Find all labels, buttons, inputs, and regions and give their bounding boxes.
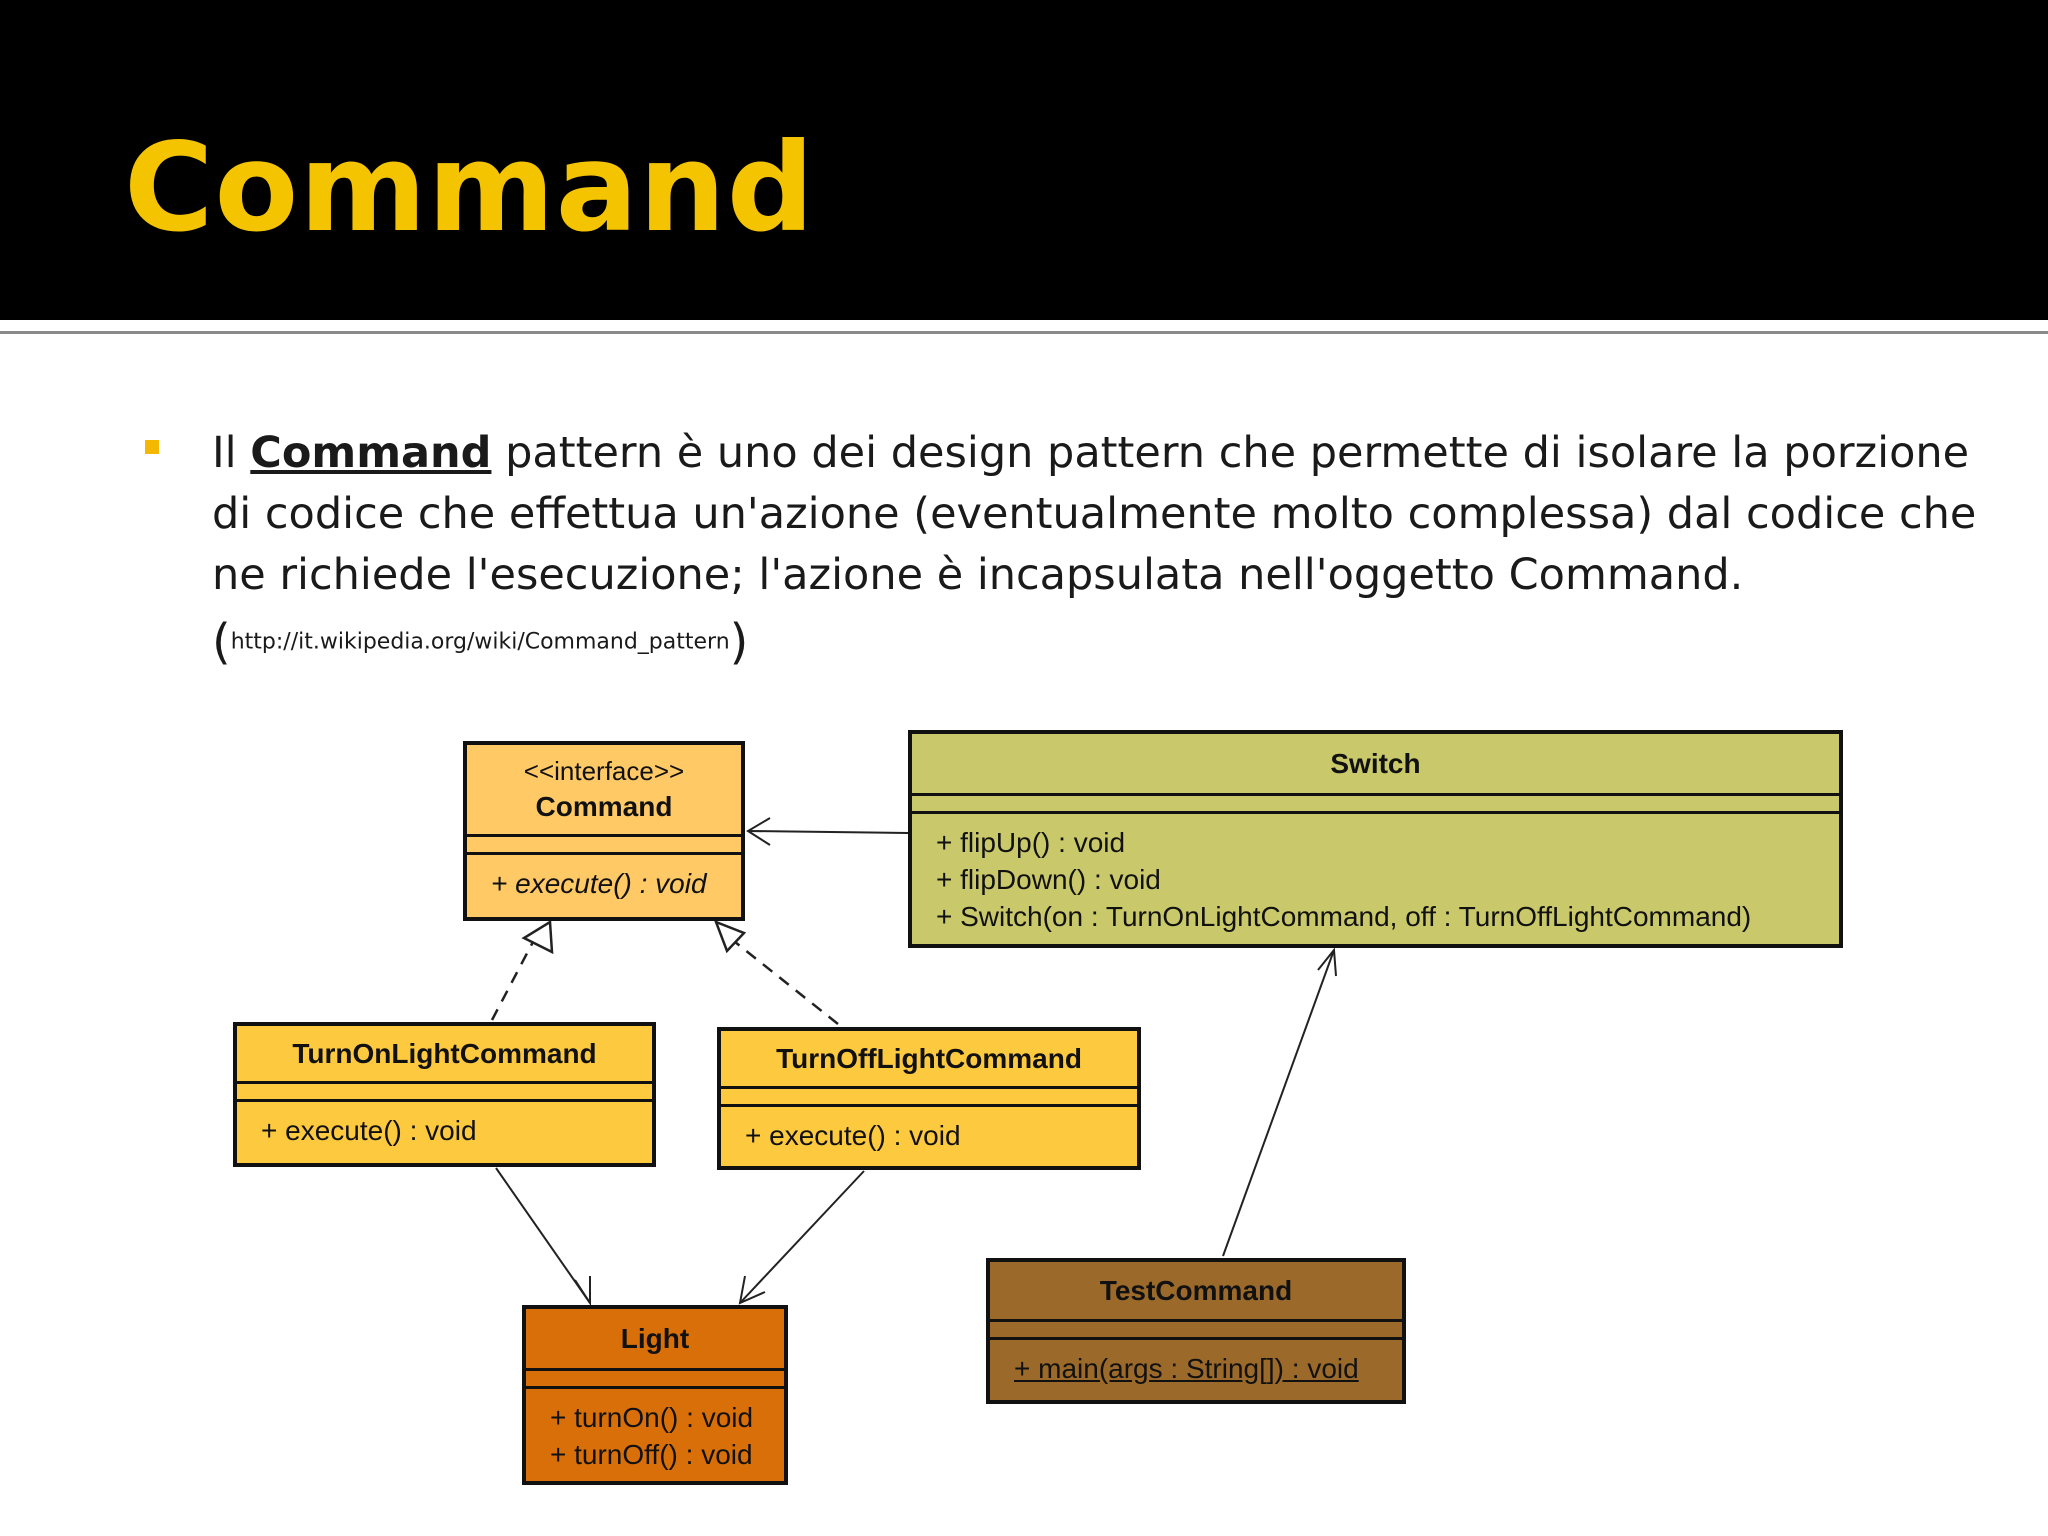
class-switch [908, 730, 1843, 948]
triangle-turnoff-command [716, 922, 744, 951]
realization-turnon-command [492, 940, 534, 1020]
class-test-command [986, 1258, 1406, 1404]
class-test-operations [990, 1340, 1402, 1387]
class-turn-off-attributes [721, 1089, 1137, 1107]
class-light-operations [526, 1389, 784, 1473]
class-light [522, 1305, 788, 1485]
ref-open-paren: ( [212, 614, 231, 670]
assoc-test-switch [1223, 950, 1334, 1256]
slide-title: Command [124, 117, 816, 259]
class-light-attributes [526, 1371, 784, 1389]
class-test-name: TestCommand [1099, 1274, 1293, 1306]
class-switch-op: + flipDown() : void [936, 864, 1161, 895]
bullet-prefix: Il [212, 428, 251, 478]
class-turn-on-name: TurnOnLightCommand [292, 1037, 597, 1069]
class-command [463, 741, 745, 921]
class-light-op: + turnOff() : void [550, 1439, 753, 1470]
class-command-name: Command [535, 790, 673, 822]
class-turn-on-header [237, 1026, 652, 1084]
class-turn-off-light-command [717, 1027, 1141, 1170]
class-turn-off-name: TurnOffLightCommand [776, 1042, 1082, 1074]
bullet-body: pattern è uno dei design pattern che permette di isolare la porzione di codice che effettua un'azione (eventualmente molto complessa) dal codice che ne richiede l'esecuzione; l'azione è incapsulata nell'oggetto Command. [212, 428, 1977, 600]
class-turn-on-attributes [237, 1084, 652, 1102]
assoc-turnoff-light [740, 1171, 864, 1303]
class-turn-off-op: + execute() : void [745, 1120, 961, 1151]
reference-link[interactable]: http://it.wikipedia.org/wiki/Command_pattern [230, 629, 730, 655]
class-turn-off-header [721, 1031, 1137, 1089]
class-test-op: + main(args : String[]) : void [1014, 1353, 1359, 1384]
triangle-turnon-command [524, 922, 552, 952]
class-switch-op: + flipUp() : void [936, 827, 1126, 858]
class-turn-on-operations [237, 1102, 652, 1149]
class-test-attributes [990, 1322, 1402, 1340]
class-command-op: + execute() : void [491, 868, 707, 899]
class-command-header [467, 745, 741, 837]
class-light-op: + turnOn() : void [550, 1402, 754, 1433]
assoc-switch-command [748, 831, 908, 833]
bullet-keyword: Command [250, 428, 492, 478]
class-turn-on-light-command [233, 1022, 656, 1167]
class-switch-op: + Switch(on : TurnOnLightCommand, off : TurnOffLightCommand) [936, 901, 1752, 932]
realization-turnoff-command [730, 938, 838, 1024]
class-switch-attributes [912, 796, 1839, 814]
class-switch-name: Switch [1330, 747, 1421, 779]
class-switch-operations [912, 814, 1839, 935]
class-test-header [990, 1262, 1402, 1322]
class-command-stereotype: <<interface>> [523, 755, 685, 786]
class-turn-off-operations [721, 1107, 1137, 1154]
class-command-attributes [467, 837, 741, 855]
ref-close-paren: ) [729, 614, 749, 670]
class-turn-on-op: + execute() : void [261, 1115, 477, 1146]
class-switch-header [912, 734, 1839, 796]
class-light-header [526, 1309, 784, 1371]
class-light-name: Light [620, 1322, 690, 1354]
class-command-operations [467, 855, 741, 902]
arrowhead-turnon-light [575, 1276, 590, 1303]
